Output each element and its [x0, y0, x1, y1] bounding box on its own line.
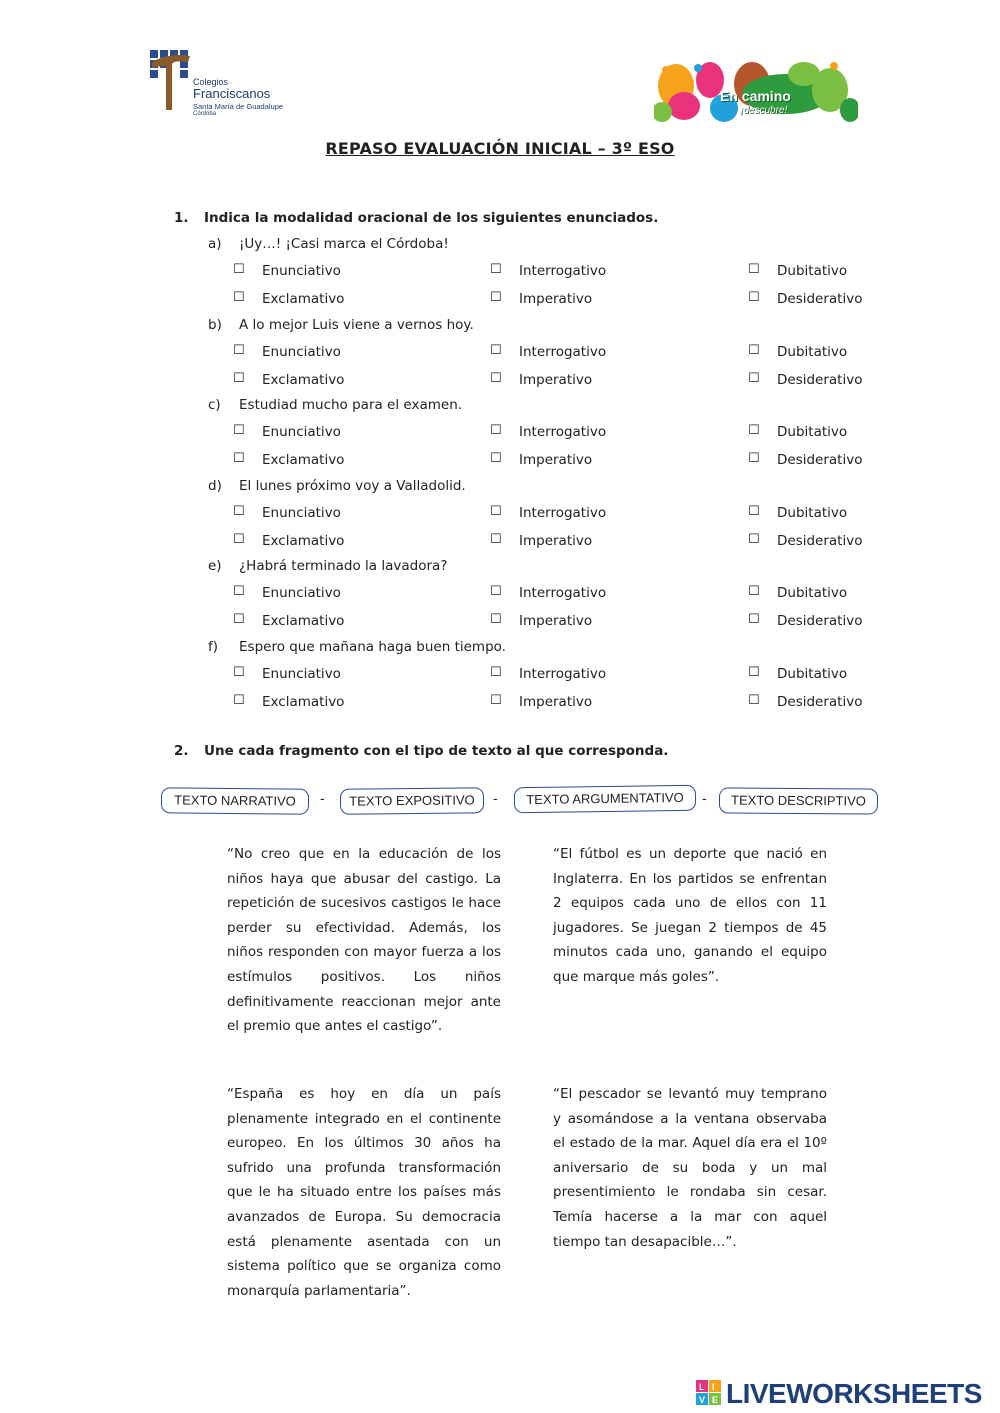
option-checkbox[interactable]: ☐ — [233, 692, 245, 708]
option-label: Enunciativo — [262, 343, 341, 360]
option-checkbox[interactable]: ☐ — [748, 290, 760, 305]
option-checkbox[interactable]: ☐ — [748, 342, 760, 358]
option-checkbox[interactable]: ☐ — [490, 451, 502, 466]
option-checkbox[interactable]: ☐ — [233, 531, 245, 547]
text-type-argumentativo[interactable]: TEXTO ARGUMENTATIVO — [514, 785, 696, 814]
text-type-expositivo[interactable]: TEXTO EXPOSITIVO — [340, 787, 484, 815]
school-logo-line3: Santa María de Guadalupe — [193, 102, 284, 111]
option-label: Dubitativo — [777, 504, 848, 521]
option-checkbox[interactable]: ☐ — [490, 584, 502, 599]
option-label: Exclamativo — [262, 452, 345, 468]
school-logo — [148, 46, 293, 122]
item-letter: d) — [208, 477, 222, 494]
option-label: Exclamativo — [262, 693, 345, 710]
option-checkbox[interactable]: ☐ — [233, 290, 245, 305]
separator-2: - — [493, 792, 498, 807]
page-title: REPASO EVALUACIÓN INICIAL – 3º ESO — [325, 139, 675, 158]
option-checkbox[interactable]: ☐ — [748, 451, 760, 466]
campaign-logo-line2: ¡descubre! — [740, 105, 788, 116]
question-2-text: Une cada fragmento con el tipo de texto al que corresponda. — [204, 743, 669, 759]
live-badge-icon — [696, 1380, 722, 1410]
option-checkbox[interactable]: ☐ — [490, 290, 502, 305]
option-label: Exclamativo — [262, 532, 345, 549]
option-checkbox[interactable]: ☐ — [748, 531, 760, 547]
item-letter: a) — [208, 236, 222, 252]
option-label: Dubitativo — [777, 424, 848, 440]
option-checkbox[interactable]: ☐ — [233, 342, 245, 358]
question-1-number: 1. — [174, 210, 189, 226]
option-label: Imperativo — [519, 371, 593, 388]
campaign-logo-line1: En camino — [720, 88, 791, 104]
option-checkbox[interactable]: ☐ — [748, 423, 760, 438]
item-sentence: ¿Habrá terminado la lavadora? — [239, 558, 448, 574]
option-checkbox[interactable]: ☐ — [233, 262, 245, 277]
live-badge-letter-v: V — [699, 1395, 706, 1405]
option-label: Desiderativo — [777, 452, 863, 468]
option-label: Interrogativo — [519, 424, 607, 440]
option-label: Imperativo — [519, 693, 593, 710]
option-label: Enunciativo — [262, 263, 341, 279]
school-logo-line4: Córdoba — [193, 111, 217, 117]
option-label: Enunciativo — [262, 424, 341, 440]
option-label: Desiderativo — [777, 291, 863, 307]
fragment-2: “El fútbol es un deporte que nació en Inglaterra. En los partidos se enfrentan 2 equipos cada uno de ellos con 11 jugadores. Se juegan 2 tiempos de 45 minutos cada uno, ganando el equipo que marque más goles”. — [553, 846, 827, 985]
option-label: Imperativo — [519, 532, 593, 549]
option-label: Exclamativo — [262, 371, 345, 388]
item-letter: e) — [208, 558, 222, 574]
option-checkbox[interactable]: ☐ — [233, 503, 245, 519]
option-label: Imperativo — [519, 613, 593, 629]
fragment-3: “España es hoy en día un país plenamente integrado en el continente europeo. En los últimos 30 años ha sufrido una profunda transformación que le ha situado entre los países más avanzados de Europa. Su democracia está plenamente asentada con un sistema político que se organiza como monarquía parlamentaria”. — [227, 1086, 501, 1299]
option-label: Desiderativo — [777, 613, 863, 629]
option-label: Interrogativo — [519, 263, 607, 279]
option-label: Dubitativo — [777, 665, 848, 682]
option-checkbox[interactable]: ☐ — [490, 531, 502, 547]
text-type-narrativo[interactable]: TEXTO NARRATIVO — [161, 787, 309, 815]
option-checkbox[interactable]: ☐ — [490, 503, 502, 519]
option-checkbox[interactable]: ☐ — [748, 503, 760, 519]
school-logo-line2: Franciscanos — [193, 86, 271, 101]
option-label: Enunciativo — [262, 585, 341, 601]
item-sentence: Estudiad mucho para el examen. — [239, 397, 463, 413]
option-label: Imperativo — [519, 291, 593, 307]
option-label: Dubitativo — [777, 585, 848, 601]
option-checkbox[interactable]: ☐ — [748, 370, 760, 386]
item-sentence: Espero que mañana haga buen tiempo. — [239, 638, 506, 655]
option-label: Desiderativo — [777, 532, 863, 549]
option-label: Desiderativo — [777, 693, 863, 710]
option-checkbox[interactable]: ☐ — [233, 584, 245, 599]
option-checkbox[interactable]: ☐ — [490, 664, 502, 680]
option-checkbox[interactable]: ☐ — [233, 451, 245, 466]
option-label: Enunciativo — [262, 665, 341, 682]
live-badge-letter-e: E — [712, 1395, 719, 1405]
option-label: Exclamativo — [262, 291, 345, 307]
option-checkbox[interactable]: ☐ — [748, 584, 760, 599]
option-checkbox[interactable]: ☐ — [233, 370, 245, 386]
option-checkbox[interactable]: ☐ — [748, 262, 760, 277]
separator-3: - — [702, 792, 707, 807]
school-logo-line1: Colegios — [193, 77, 229, 87]
live-badge-letter-l: L — [699, 1382, 705, 1392]
live-badge-letter-i: I — [712, 1382, 715, 1392]
option-label: Interrogativo — [519, 585, 607, 601]
option-label: Desiderativo — [777, 371, 863, 388]
franciscan-cross-icon — [148, 48, 192, 114]
option-checkbox[interactable]: ☐ — [490, 692, 502, 708]
option-label: Dubitativo — [777, 343, 848, 360]
option-checkbox[interactable]: ☐ — [490, 342, 502, 358]
liveworksheets-brand: LIVEWORKSHEETS — [726, 1378, 982, 1409]
option-label: Interrogativo — [519, 665, 607, 682]
item-sentence: A lo mejor Luis viene a vernos hoy. — [239, 316, 474, 333]
fragment-1: “No creo que en la educación de los niños haya que abusar del castigo. La repetición de sucesivos castigos le hace perder su efectividad. Además, los niños responden con mayor fuerza a los estímulos positivos. Los niños definitivamente reaccionan mejor ante el premio que antes el castigo”. — [227, 846, 501, 1035]
option-label: Interrogativo — [519, 504, 607, 521]
option-checkbox[interactable]: ☐ — [748, 612, 760, 627]
question-1-text: Indica la modalidad oracional de los siguientes enunciados. — [204, 210, 659, 226]
item-letter: b) — [208, 316, 222, 333]
option-checkbox[interactable]: ☐ — [233, 664, 245, 680]
item-sentence: El lunes próximo voy a Valladolid. — [239, 477, 466, 494]
fragment-4: “El pescador se levantó muy temprano y asomándose a la ventana observaba el estado de la mar. Aquel día era el 10º aniversario de su boda y un mal presentimiento le rondaba sin cesar. Temía hacerse a la mar con aquel tiempo tan desapacible…”. — [553, 1086, 827, 1250]
option-label: Dubitativo — [777, 263, 848, 279]
campaign-logo — [654, 60, 858, 124]
item-sentence: ¡Uy…! ¡Casi marca el Córdoba! — [239, 236, 449, 252]
option-label: Imperativo — [519, 452, 593, 468]
option-checkbox[interactable]: ☐ — [490, 612, 502, 627]
option-checkbox[interactable]: ☐ — [748, 664, 760, 680]
item-letter: f) — [208, 638, 219, 655]
separator-1: - — [320, 792, 325, 807]
option-checkbox[interactable]: ☐ — [490, 262, 502, 277]
option-checkbox[interactable]: ☐ — [233, 612, 245, 627]
item-letter: c) — [208, 397, 221, 413]
option-checkbox[interactable]: ☐ — [490, 370, 502, 386]
option-checkbox[interactable]: ☐ — [233, 423, 245, 438]
option-checkbox[interactable]: ☐ — [748, 692, 760, 708]
option-label: Exclamativo — [262, 613, 345, 629]
liveworksheets-logo — [696, 1378, 992, 1408]
option-label: Interrogativo — [519, 343, 607, 360]
question-2-number: 2. — [174, 743, 189, 759]
option-label: Enunciativo — [262, 504, 341, 521]
option-checkbox[interactable]: ☐ — [490, 423, 502, 438]
text-type-descriptivo[interactable]: TEXTO DESCRIPTIVO — [719, 787, 878, 814]
